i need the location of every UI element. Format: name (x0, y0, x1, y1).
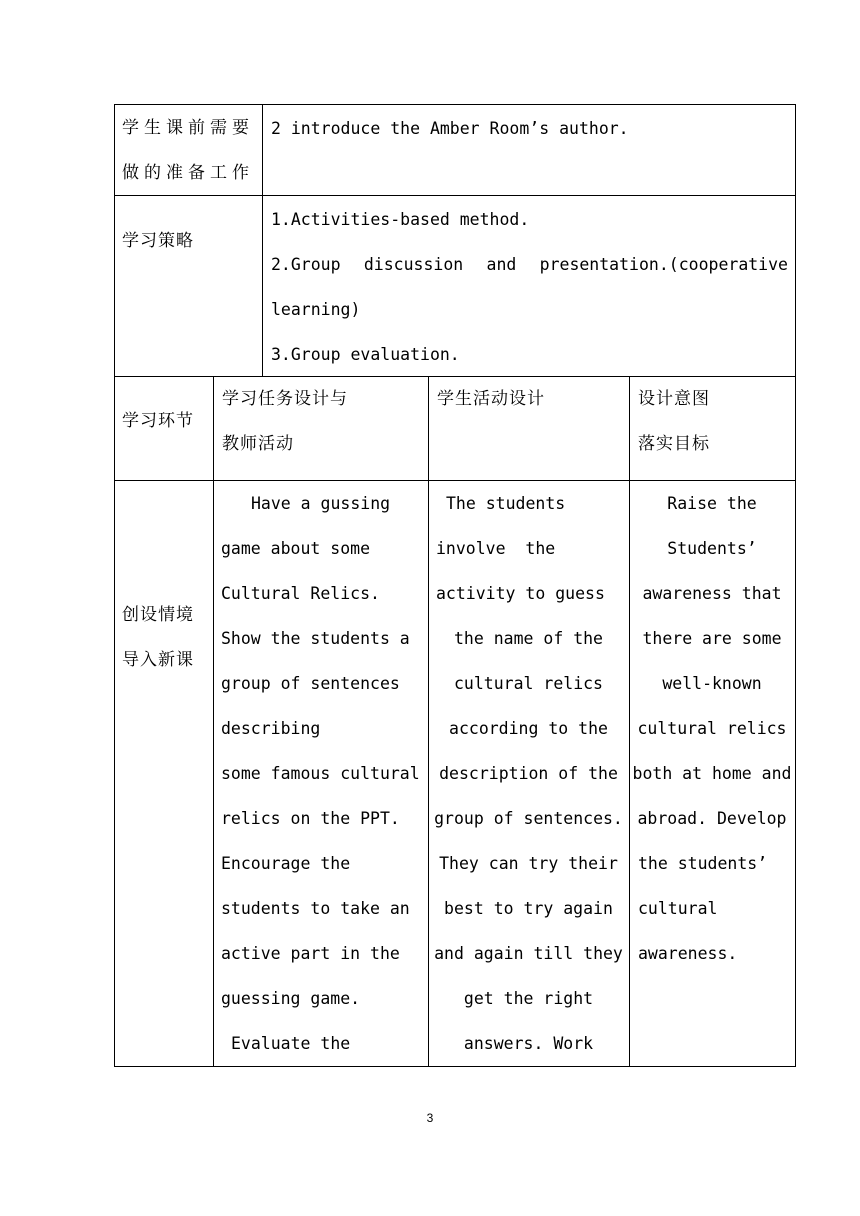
task-line: Have a gussing (251, 494, 391, 513)
prep-content: 2 introduce the Amber Room’s author. (271, 119, 629, 138)
task-line: Encourage the (221, 854, 351, 873)
student-line: get the right (463, 989, 594, 1008)
page-number: 3 (426, 1111, 434, 1125)
task-header-line: 教师活动 (222, 434, 294, 454)
task-header (222, 377, 348, 467)
prep-label (122, 106, 254, 196)
table-border (114, 1066, 796, 1067)
strategy-item: learning) (271, 300, 361, 319)
student-line: description of the (439, 764, 618, 783)
intent-line: well-known (662, 674, 762, 693)
stage-cell-line: 创设情境 (122, 605, 194, 625)
student-line: They can try their (439, 854, 618, 873)
intent-line: awareness that (642, 584, 782, 603)
student-line: group of sentences. (434, 809, 623, 828)
table-border (262, 104, 263, 376)
strategy-word: discussion (363, 255, 464, 274)
intent-line: Raise the (667, 494, 757, 513)
student-line: according to the (449, 719, 608, 738)
student-line: the name of the (453, 629, 603, 648)
prep-label-line: 做的准备工作 (122, 163, 254, 183)
intent-cell (632, 481, 792, 976)
table-border (629, 376, 630, 1066)
task-line: Evaluate the (231, 1034, 351, 1053)
intent-line: the students’ (638, 854, 768, 873)
student-line: cultural relics (453, 674, 603, 693)
student-line: involve the (436, 539, 556, 558)
student-line: answers. Work (463, 1034, 594, 1053)
task-header-line: 学习任务设计与 (222, 389, 348, 409)
strategy-word: 2.Group (271, 255, 341, 274)
task-line: guessing game. (221, 989, 361, 1008)
task-line: game about some (221, 539, 371, 558)
intent-line: there are some (642, 629, 782, 648)
task-cell (221, 481, 423, 1066)
strategy-word: and (486, 255, 517, 274)
strategy-label: 学习策略 (122, 231, 194, 251)
student-header: 学生活动设计 (437, 389, 545, 409)
task-line: Show the students a (221, 629, 410, 648)
strategy-item (271, 242, 788, 287)
strategy-item: 3.Group evaluation. (271, 345, 460, 364)
task-line: group of sentences (221, 674, 400, 693)
task-line: describing (221, 719, 321, 738)
task-line: relics on the PPT. (221, 809, 400, 828)
task-line: Cultural Relics. (221, 584, 380, 603)
table-border (114, 104, 115, 1067)
task-line: active part in the (221, 944, 400, 963)
table-border (795, 104, 796, 1067)
strategy-item: 1.Activities-based method. (271, 210, 530, 229)
strategy-content (271, 197, 788, 377)
student-line: and again till they (434, 944, 623, 963)
intent-header-line: 落实目标 (638, 434, 710, 454)
student-cell (430, 481, 627, 1066)
intent-line: awareness. (638, 944, 738, 963)
intent-header (638, 377, 710, 467)
student-line: best to try again (444, 899, 613, 918)
table-border (213, 376, 214, 1066)
intent-line: cultural (638, 899, 718, 918)
table-border (114, 104, 796, 105)
student-line: activity to guess (436, 584, 605, 603)
table-border (428, 376, 429, 1066)
intent-line: abroad. Develop (637, 809, 787, 828)
stage-cell-line: 导入新课 (122, 650, 194, 670)
intent-header-line: 设计意图 (638, 389, 710, 409)
prep-label-line: 学生课前需要 (122, 118, 254, 138)
student-line: The students (446, 494, 566, 513)
intent-line: both at home and (632, 764, 792, 783)
intent-line: Students’ (667, 539, 757, 558)
task-line: students to take an (221, 899, 410, 918)
strategy-word: presentation.(cooperative (539, 255, 788, 274)
task-line: some famous cultural (221, 764, 420, 783)
stage-header: 学习环节 (122, 411, 194, 431)
stage-cell (122, 593, 194, 683)
intent-line: cultural relics (637, 719, 787, 738)
